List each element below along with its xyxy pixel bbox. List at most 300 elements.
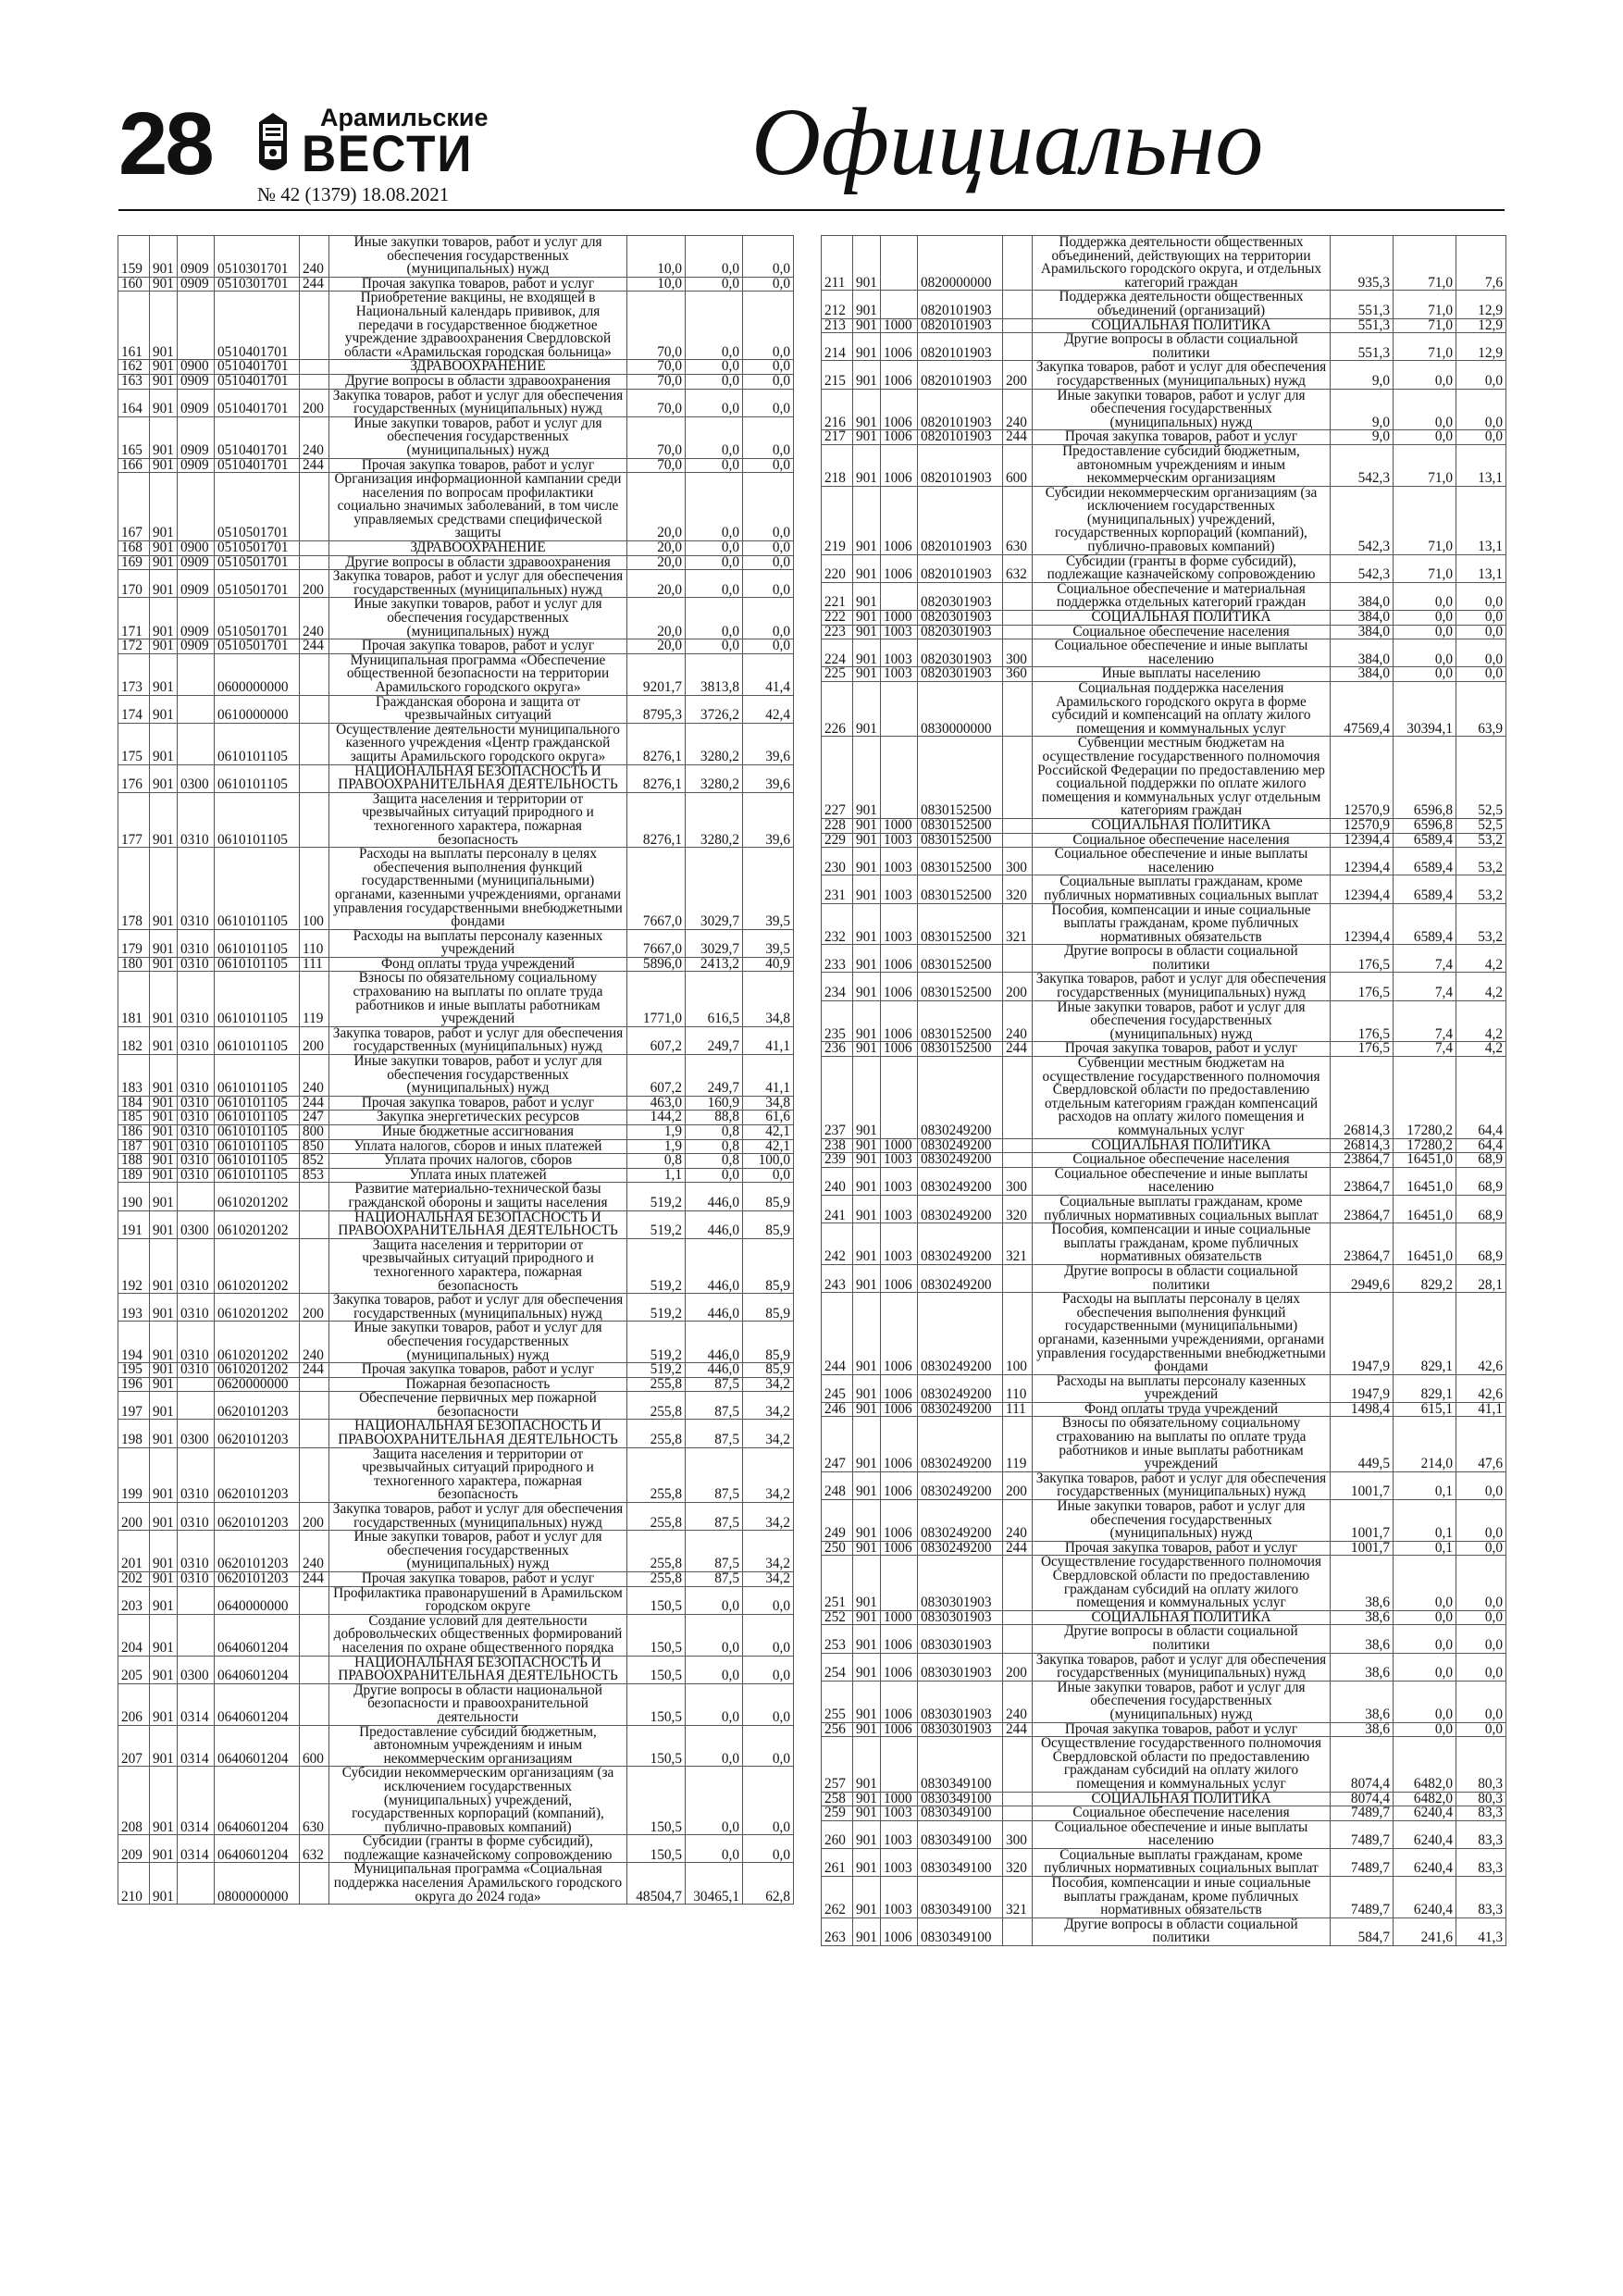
planned-amount-cell: 176,5	[1331, 973, 1394, 1000]
table-row	[118, 1139, 794, 1154]
execution-percent-cell: 68,9	[1456, 1195, 1506, 1222]
description-cell: СОЦИАЛЬНАЯ ПОЛИТИКА	[1033, 1610, 1331, 1625]
section-code-cell	[178, 1392, 215, 1420]
execution-percent-cell: 0,0	[743, 236, 794, 278]
row-number-cell: 257	[822, 1737, 853, 1792]
planned-amount-cell: 70,0	[627, 458, 686, 473]
executed-amount-cell: 0,0	[686, 374, 743, 389]
executed-amount-cell: 446,0	[686, 1294, 743, 1322]
planned-amount-cell: 10,0	[627, 236, 686, 278]
admin-code-cell: 901	[150, 848, 178, 930]
admin-code-cell: 901	[150, 1531, 178, 1572]
row-number-cell: 161	[118, 292, 150, 360]
section-code-cell: 1006	[881, 444, 918, 486]
target-code-cell: 0830152500	[918, 848, 1003, 875]
admin-code-cell: 901	[853, 1877, 881, 1918]
planned-amount-cell: 9,0	[1331, 361, 1394, 389]
section-code-cell: 1006	[881, 333, 918, 361]
target-code-cell: 0820101903	[918, 444, 1003, 486]
table-row	[822, 444, 1506, 486]
expense-type-cell: 110	[300, 929, 329, 957]
admin-code-cell: 901	[853, 1792, 881, 1806]
expense-type-cell	[1003, 737, 1033, 819]
target-code-cell: 0620101203	[215, 1572, 300, 1587]
expense-type-cell	[1003, 318, 1033, 333]
execution-percent-cell: 53,2	[1456, 848, 1506, 875]
execution-percent-cell: 0,0	[743, 473, 794, 541]
row-number-cell: 184	[118, 1096, 150, 1111]
table-row	[822, 1848, 1506, 1876]
section-code-cell	[881, 1737, 918, 1792]
row-number-cell: 234	[822, 973, 853, 1000]
table-row	[822, 236, 1506, 291]
expense-type-cell: 200	[300, 389, 329, 416]
expense-type-cell: 247	[300, 1111, 329, 1125]
expense-type-cell	[300, 555, 329, 570]
planned-amount-cell: 519,2	[627, 1183, 686, 1210]
table-row	[822, 291, 1506, 318]
section-code-cell: 1006	[881, 1417, 918, 1471]
executed-amount-cell: 71,0	[1394, 333, 1456, 361]
admin-code-cell: 901	[150, 792, 178, 847]
admin-code-cell: 901	[853, 1167, 881, 1195]
admin-code-cell: 901	[853, 818, 881, 833]
planned-amount-cell: 38,6	[1331, 1625, 1394, 1653]
admin-code-cell: 901	[150, 541, 178, 556]
planned-amount-cell: 176,5	[1331, 945, 1394, 973]
table-row	[118, 929, 794, 957]
expense-type-cell	[300, 1377, 329, 1392]
target-code-cell: 0830249200	[918, 1195, 1003, 1222]
execution-percent-cell: 13,1	[1456, 554, 1506, 582]
table-row	[118, 1531, 794, 1572]
row-number-cell: 250	[822, 1541, 853, 1556]
table-row	[822, 903, 1506, 945]
target-code-cell: 0830249200	[918, 1264, 1003, 1292]
executed-amount-cell: 7,4	[1394, 1000, 1456, 1042]
description-cell: Поддержка деятельности общественных объединений (организаций)	[1033, 291, 1331, 318]
description-cell: Закупка товаров, работ и услуг для обеспечения государственных (муниципальных) нужд	[1033, 973, 1331, 1000]
expense-type-cell	[300, 1614, 329, 1656]
city-emblem-icon	[257, 109, 289, 180]
description-cell: НАЦИОНАЛЬНАЯ БЕЗОПАСНОСТЬ И ПРАВООХРАНИТЕЛЬНАЯ ДЕЯТЕЛЬНОСТЬ	[329, 1656, 627, 1683]
brand-title: ВЕСТИ	[302, 124, 474, 182]
planned-amount-cell: 542,3	[1331, 444, 1394, 486]
target-code-cell: 0610101105	[215, 1096, 300, 1111]
section-code-cell	[881, 1556, 918, 1610]
execution-percent-cell: 42,6	[1456, 1293, 1506, 1375]
target-code-cell: 0830152500	[918, 818, 1003, 833]
table-row	[822, 1223, 1506, 1265]
execution-percent-cell: 34,2	[743, 1447, 794, 1502]
executed-amount-cell: 3029,7	[686, 929, 743, 957]
section-code-cell	[178, 695, 215, 723]
executed-amount-cell: 87,5	[686, 1420, 743, 1447]
target-code-cell: 0830249200	[918, 1057, 1003, 1139]
table-row	[822, 1737, 1506, 1792]
row-number-cell: 255	[822, 1681, 853, 1722]
description-cell: Уплата иных платежей	[329, 1168, 627, 1183]
expense-type-cell	[300, 1183, 329, 1210]
expense-type-cell: 300	[1003, 848, 1033, 875]
row-number-cell: 246	[822, 1402, 853, 1417]
planned-amount-cell: 150,5	[627, 1835, 686, 1863]
target-code-cell: 0510401701	[215, 416, 300, 458]
execution-percent-cell: 0,0	[1456, 1556, 1506, 1610]
expense-type-cell	[1003, 1153, 1033, 1168]
executed-amount-cell: 6482,0	[1394, 1737, 1456, 1792]
budget-table-left	[118, 235, 794, 1905]
row-number-cell: 163	[118, 374, 150, 389]
admin-code-cell: 901	[853, 1610, 881, 1625]
description-cell: Расходы на выплаты персоналу казенных учреждений	[329, 929, 627, 957]
table-row	[822, 1293, 1506, 1375]
description-cell: Прочая закупка товаров, работ и услуг	[329, 1363, 627, 1378]
target-code-cell: 0830152500	[918, 903, 1003, 945]
execution-percent-cell: 39,6	[743, 723, 794, 764]
target-code-cell: 0820101903	[918, 430, 1003, 445]
row-number-cell: 190	[118, 1183, 150, 1210]
section-code-cell: 0909	[178, 277, 215, 292]
admin-code-cell: 901	[150, 1767, 178, 1835]
table-row	[822, 1556, 1506, 1610]
expense-type-cell	[1003, 1057, 1033, 1139]
executed-amount-cell: 6240,4	[1394, 1820, 1456, 1848]
table-row	[822, 737, 1506, 819]
expense-type-cell: 240	[300, 1322, 329, 1363]
execution-percent-cell: 0,0	[1456, 361, 1506, 389]
description-cell: Социальное обеспечение населения	[1033, 1806, 1331, 1821]
section-code-cell: 1003	[881, 639, 918, 667]
execution-percent-cell: 53,2	[1456, 833, 1506, 848]
table-row	[822, 611, 1506, 626]
budget-table-right	[821, 235, 1506, 1946]
executed-amount-cell: 446,0	[686, 1210, 743, 1238]
section-code-cell: 0310	[178, 792, 215, 847]
table-row	[822, 1500, 1506, 1542]
expense-type-cell: 244	[300, 1096, 329, 1111]
description-cell: Социальные выплаты гражданам, кроме публичных нормативных социальных выплат	[1033, 1848, 1331, 1876]
target-code-cell: 0610201202	[215, 1363, 300, 1378]
target-code-cell: 0830349100	[918, 1792, 1003, 1806]
admin-code-cell: 901	[150, 1363, 178, 1378]
section-code-cell: 1006	[881, 1653, 918, 1681]
section-code-cell: 0909	[178, 374, 215, 389]
admin-code-cell: 901	[853, 1402, 881, 1417]
admin-code-cell: 901	[150, 1026, 178, 1054]
table-row	[118, 1683, 794, 1725]
section-code-cell	[178, 473, 215, 541]
planned-amount-cell: 8074,4	[1331, 1792, 1394, 1806]
table-row	[822, 848, 1506, 875]
execution-percent-cell: 0,0	[1456, 1471, 1506, 1499]
target-code-cell: 0820101903	[918, 361, 1003, 389]
expense-type-cell: 240	[300, 598, 329, 639]
expense-type-cell	[1003, 833, 1033, 848]
target-code-cell: 0610101105	[215, 957, 300, 972]
expense-type-cell	[300, 1683, 329, 1725]
execution-percent-cell: 4,2	[1456, 973, 1506, 1000]
section-code-cell: 0310	[178, 1447, 215, 1502]
table-row	[118, 639, 794, 654]
planned-amount-cell: 255,8	[627, 1503, 686, 1531]
admin-code-cell: 901	[150, 1096, 178, 1111]
executed-amount-cell: 0,0	[1394, 1625, 1456, 1653]
table-row	[118, 416, 794, 458]
table-row	[822, 333, 1506, 361]
description-cell: Субсидии некоммерческим организациям (за исключением государственных (муниципальных) учреждений, государственных корпораций (компаний), публично-правовых компаний)	[1033, 486, 1331, 554]
planned-amount-cell: 23864,7	[1331, 1195, 1394, 1222]
row-number-cell: 218	[822, 444, 853, 486]
table-row	[822, 875, 1506, 903]
planned-amount-cell: 23864,7	[1331, 1167, 1394, 1195]
planned-amount-cell: 449,5	[1331, 1417, 1394, 1471]
execution-percent-cell: 0,0	[743, 360, 794, 375]
planned-amount-cell: 255,8	[627, 1392, 686, 1420]
section-code-cell	[881, 682, 918, 737]
row-number-cell: 240	[822, 1167, 853, 1195]
section-code-cell: 0310	[178, 1294, 215, 1322]
expense-type-cell: 320	[1003, 875, 1033, 903]
row-number-cell: 217	[822, 430, 853, 445]
expense-type-cell: 119	[1003, 1417, 1033, 1471]
admin-code-cell: 901	[853, 1541, 881, 1556]
planned-amount-cell: 255,8	[627, 1572, 686, 1587]
section-code-cell: 1003	[881, 1877, 918, 1918]
table-row	[118, 1154, 794, 1169]
target-code-cell: 0830249200	[918, 1138, 1003, 1153]
expense-type-cell: 244	[1003, 1722, 1033, 1737]
target-code-cell: 0830249200	[918, 1417, 1003, 1471]
executed-amount-cell: 0,0	[1394, 582, 1456, 610]
planned-amount-cell: 20,0	[627, 639, 686, 654]
admin-code-cell: 901	[853, 737, 881, 819]
admin-code-cell: 901	[150, 1294, 178, 1322]
description-cell: Прочая закупка товаров, работ и услуг	[1033, 1042, 1331, 1057]
planned-amount-cell: 150,5	[627, 1586, 686, 1614]
target-code-cell: 0830349100	[918, 1806, 1003, 1821]
admin-code-cell: 901	[150, 1863, 178, 1905]
section-code-cell: 0310	[178, 1154, 215, 1169]
execution-percent-cell: 4,2	[1456, 945, 1506, 973]
expense-type-cell: 110	[1003, 1374, 1033, 1402]
table-row	[118, 1096, 794, 1111]
section-code-cell: 1006	[881, 389, 918, 430]
planned-amount-cell: 384,0	[1331, 611, 1394, 626]
description-cell: Социальное обеспечение и иные выплаты населению	[1033, 639, 1331, 667]
description-cell: Иные закупки товаров, работ и услуг для обеспечения государственных (муниципальных) нужд	[1033, 1681, 1331, 1722]
target-code-cell: 0640601204	[215, 1656, 300, 1683]
target-code-cell: 0820301903	[918, 582, 1003, 610]
expense-type-cell: 240	[300, 416, 329, 458]
target-code-cell: 0830301903	[918, 1556, 1003, 1610]
target-code-cell: 0610101105	[215, 723, 300, 764]
target-code-cell: 0640000000	[215, 1586, 300, 1614]
expense-type-cell: 630	[300, 1767, 329, 1835]
table-row	[118, 972, 794, 1026]
row-number-cell: 175	[118, 723, 150, 764]
description-cell: Прочая закупка товаров, работ и услуг	[1033, 430, 1331, 445]
executed-amount-cell: 7,4	[1394, 973, 1456, 1000]
planned-amount-cell: 7667,0	[627, 848, 686, 930]
executed-amount-cell: 87,5	[686, 1447, 743, 1502]
row-number-cell: 185	[118, 1111, 150, 1125]
description-cell: Пособия, компенсации и иные социальные выплаты гражданам, кроме публичных нормативных обязательств	[1033, 1877, 1331, 1918]
description-cell: Другие вопросы в области здравоохранения	[329, 555, 627, 570]
section-code-cell: 0314	[178, 1725, 215, 1767]
table-row	[822, 1806, 1506, 1821]
executed-amount-cell: 0,0	[1394, 1556, 1456, 1610]
planned-amount-cell: 1947,9	[1331, 1374, 1394, 1402]
description-cell: Осуществление государственного полномочия Свердловской области по предоставлению гражданам субсидий на оплату жилого помещения и коммунальных услуг	[1033, 1556, 1331, 1610]
section-code-cell: 1003	[881, 1195, 918, 1222]
target-code-cell: 0640601204	[215, 1614, 300, 1656]
admin-code-cell: 901	[853, 333, 881, 361]
row-number-cell: 188	[118, 1154, 150, 1169]
section-code-cell: 1006	[881, 1264, 918, 1292]
target-code-cell: 0830301903	[918, 1625, 1003, 1653]
planned-amount-cell: 8276,1	[627, 792, 686, 847]
row-number-cell: 243	[822, 1264, 853, 1292]
description-cell: Другие вопросы в области социальной политики	[1033, 333, 1331, 361]
execution-percent-cell: 34,2	[743, 1420, 794, 1447]
target-code-cell: 0610101105	[215, 972, 300, 1026]
execution-percent-cell: 0,0	[1456, 1653, 1506, 1681]
planned-amount-cell: 8795,3	[627, 695, 686, 723]
planned-amount-cell: 20,0	[627, 598, 686, 639]
planned-amount-cell: 384,0	[1331, 667, 1394, 682]
planned-amount-cell: 23864,7	[1331, 1153, 1394, 1168]
table-row	[118, 1767, 794, 1835]
description-cell: Прочая закупка товаров, работ и услуг	[329, 1096, 627, 1111]
section-code-cell: 1000	[881, 1610, 918, 1625]
execution-percent-cell: 0,0	[743, 1683, 794, 1725]
admin-code-cell: 901	[150, 929, 178, 957]
execution-percent-cell: 0,0	[743, 1586, 794, 1614]
execution-percent-cell: 61,6	[743, 1111, 794, 1125]
section-code-cell: 1003	[881, 1153, 918, 1168]
execution-percent-cell: 0,0	[743, 1767, 794, 1835]
expense-type-cell: 200	[1003, 973, 1033, 1000]
planned-amount-cell: 176,5	[1331, 1000, 1394, 1042]
description-cell: Фонд оплаты труда учреждений	[329, 957, 627, 972]
expense-type-cell	[1003, 1806, 1033, 1821]
admin-code-cell: 901	[853, 1625, 881, 1653]
target-code-cell: 0610201202	[215, 1183, 300, 1210]
target-code-cell: 0510401701	[215, 360, 300, 375]
section-code-cell: 0310	[178, 972, 215, 1026]
executed-amount-cell: 16451,0	[1394, 1167, 1456, 1195]
admin-code-cell: 901	[853, 1000, 881, 1042]
row-number-cell: 202	[118, 1572, 150, 1587]
admin-code-cell: 901	[853, 1264, 881, 1292]
target-code-cell: 0830249200	[918, 1167, 1003, 1195]
execution-percent-cell: 0,0	[1456, 1610, 1506, 1625]
executed-amount-cell: 0,1	[1394, 1541, 1456, 1556]
planned-amount-cell: 7667,0	[627, 929, 686, 957]
row-number-cell: 203	[118, 1586, 150, 1614]
table-row	[118, 541, 794, 556]
expense-type-cell: 320	[1003, 1848, 1033, 1876]
description-cell: Другие вопросы в области социальной политики	[1033, 1625, 1331, 1653]
expense-type-cell	[1003, 291, 1033, 318]
row-number-cell: 194	[118, 1322, 150, 1363]
expense-type-cell	[300, 360, 329, 375]
expense-type-cell: 200	[1003, 1471, 1033, 1499]
execution-percent-cell: 83,3	[1456, 1848, 1506, 1876]
page-number: 28	[118, 94, 212, 193]
description-cell: Закупка товаров, работ и услуг для обеспечения государственных (муниципальных) нужд	[1033, 1653, 1331, 1681]
issue-info: № 42 (1379) 18.08.2021	[257, 183, 450, 205]
expense-type-cell: 244	[300, 1363, 329, 1378]
table-row	[822, 361, 1506, 389]
target-code-cell: 0610101105	[215, 1168, 300, 1183]
execution-percent-cell: 0,0	[743, 639, 794, 654]
section-code-cell: 1006	[881, 1500, 918, 1542]
execution-percent-cell: 0,0	[743, 389, 794, 416]
description-cell: Социальное обеспечение населения	[1033, 625, 1331, 639]
expense-type-cell: 240	[300, 1055, 329, 1097]
table-row	[118, 1183, 794, 1210]
description-cell: Социальное обеспечение и материальная поддержка отдельных категорий граждан	[1033, 582, 1331, 610]
table-row	[118, 957, 794, 972]
table-row	[822, 1264, 1506, 1292]
section-code-cell: 0900	[178, 541, 215, 556]
expense-type-cell	[300, 1863, 329, 1905]
budget-table-left-body	[118, 236, 794, 1905]
admin-code-cell: 901	[853, 1293, 881, 1375]
row-number-cell: 258	[822, 1792, 853, 1806]
table-row	[118, 360, 794, 375]
executed-amount-cell: 0,0	[1394, 430, 1456, 445]
executed-amount-cell: 71,0	[1394, 486, 1456, 554]
executed-amount-cell: 446,0	[686, 1322, 743, 1363]
planned-amount-cell: 5896,0	[627, 957, 686, 972]
target-code-cell: 0620101203	[215, 1420, 300, 1447]
target-code-cell: 0610101105	[215, 764, 300, 792]
description-cell: Социальное обеспечение населения	[1033, 833, 1331, 848]
section-code-cell: 0314	[178, 1683, 215, 1725]
planned-amount-cell: 7489,7	[1331, 1820, 1394, 1848]
planned-amount-cell: 1,1	[627, 1168, 686, 1183]
description-cell: Защита населения и территории от чрезвычайных ситуаций природного и техногенного характера, пожарная безопасность	[329, 1238, 627, 1293]
expense-type-cell: 630	[1003, 486, 1033, 554]
row-number-cell: 236	[822, 1042, 853, 1057]
execution-percent-cell: 0,0	[1456, 667, 1506, 682]
row-number-cell: 223	[822, 625, 853, 639]
admin-code-cell: 901	[150, 1835, 178, 1863]
description-cell: Закупка товаров, работ и услуг для обеспечения государственных (муниципальных) нужд	[1033, 1471, 1331, 1499]
row-number-cell: 176	[118, 764, 150, 792]
planned-amount-cell: 9201,7	[627, 653, 686, 695]
target-code-cell: 0620101203	[215, 1531, 300, 1572]
table-row	[118, 1392, 794, 1420]
execution-percent-cell: 0,0	[743, 598, 794, 639]
executed-amount-cell: 6589,4	[1394, 833, 1456, 848]
planned-amount-cell: 12570,9	[1331, 818, 1394, 833]
executed-amount-cell: 0,0	[686, 1656, 743, 1683]
row-number-cell: 210	[118, 1863, 150, 1905]
table-row	[118, 458, 794, 473]
admin-code-cell: 901	[853, 1195, 881, 1222]
table-row	[822, 486, 1506, 554]
table-row	[822, 1820, 1506, 1848]
planned-amount-cell: 519,2	[627, 1294, 686, 1322]
target-code-cell: 0610101105	[215, 792, 300, 847]
executed-amount-cell: 829,1	[1394, 1374, 1456, 1402]
planned-amount-cell: 150,5	[627, 1656, 686, 1683]
section-title: Официально	[751, 89, 1264, 195]
